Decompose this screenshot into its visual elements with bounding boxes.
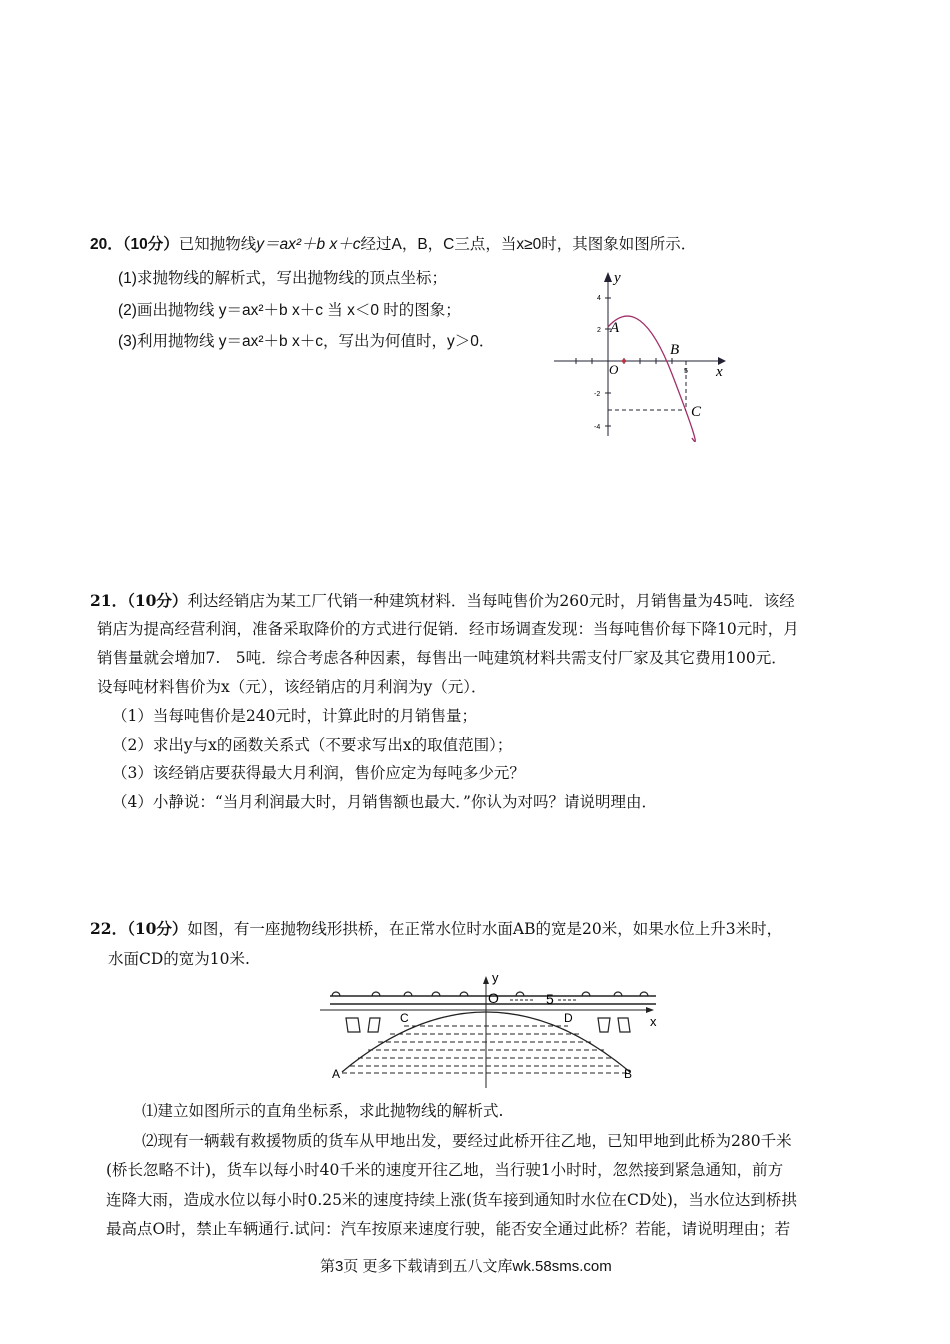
q21-line-1 [90, 590, 795, 612]
q21-part2: （2）求出y与x的函数关系式（不要求写出x的取值范围）； [112, 736, 513, 754]
q20-score: （10分） [122, 236, 179, 253]
q22-text-1: 如图，有一座抛物线形拱桥，在正常水位时水面AB的宽是20米，如果水位上升3米时， [187, 920, 783, 938]
bridge-y-label: y [492, 970, 499, 985]
bridge-y-arrow-icon [483, 976, 489, 984]
q20-parabola-graph [550, 266, 740, 442]
tick-4: 4 [597, 295, 601, 302]
bridge-number-5: 5 [546, 991, 554, 1007]
q20-part2: (2)画出抛物线 y＝ax²＋b x＋c 当 x＜0 时的图象； [118, 302, 461, 319]
point-a-label: A [332, 1067, 341, 1081]
page-footer: 第3页 更多下载请到五八文库wk.58sms.com [320, 1258, 612, 1275]
q20-part1: (1)求抛物线的解析式，写出抛物线的顶点坐标； [118, 270, 447, 287]
q21-line-3: 销售量就会增加7. 5吨．综合考虑各种因素，每售出一吨建筑材料共需支付厂家及其它费用100元． [97, 649, 787, 667]
q21-part1: （1）当每吨售价是240元时，计算此时的月销售量； [112, 707, 477, 725]
q22-bridge-diagram [320, 970, 665, 1090]
point-b-label: B [624, 1067, 633, 1081]
parabola-curve [608, 316, 695, 441]
q21-number: 21． [90, 591, 128, 610]
q21-text-1: 利达经销店为某工厂代销一种建筑材料．当每吨售价为260元时，月销售量为45吨．该经 [187, 592, 795, 610]
tick-2: 2 [597, 327, 601, 334]
q21-score: （10分） [127, 591, 188, 610]
q21-line-2: 销店为提高经营利润，准备采取降价的方式进行促销．经市场调查发现：当每吨售价每下降10元时，月 [97, 620, 799, 638]
q21-part3: （3）该经销店要获得最大月利润，售价应定为每吨多少元？ [112, 764, 525, 782]
q22-part2-line-1: ⑵现有一辆载有救援物质的货车从甲地出发，要经过此桥开往乙地，已知甲地到此桥为280千米 [142, 1132, 792, 1150]
tick-neg2: -2 [594, 391, 601, 398]
q22-line-2: 水面CD的宽为10米. [108, 950, 250, 968]
bridge-origin: O [488, 990, 499, 1006]
q20-stem-pre: 已知抛物线 [178, 236, 257, 253]
tick-5: 5 [684, 368, 688, 375]
q21-part4: （4）小静说：“当月利润最大时，月销售额也最大．”你认为对吗？请说明理由． [112, 793, 657, 811]
bridge-x-arrow-icon [646, 1007, 654, 1013]
y-axis-arrow-icon [604, 272, 612, 282]
vertex-marker [622, 359, 626, 363]
q20-number: 20． [90, 236, 123, 253]
tick-neg4: -4 [594, 424, 601, 431]
point-c-label: C [691, 404, 702, 420]
q22-line-1 [90, 918, 782, 940]
q22-part2-line-3: 连降大雨，造成水位以每小时0.25米的速度持续上涨(货车接到通知时水位在CD处)，当水位达到桥拱 [106, 1191, 797, 1209]
q22-part1: ⑴建立如图所示的直角坐标系，求此抛物线的解析式. [142, 1102, 504, 1120]
graph-x-label: x [716, 364, 723, 380]
graph-origin: O [609, 362, 619, 377]
point-c-label: C [400, 1011, 409, 1025]
point-b-label: B [670, 342, 680, 358]
point-d-label: D [564, 1011, 573, 1025]
q22-part2-line-2: (桥长忽略不计)，货车以每小时40千米的速度开往乙地，当行驶1小时时，忽然接到紧急通知，前方 [106, 1161, 784, 1179]
graph-y-label: y [614, 270, 621, 286]
q21-line-4: 设每吨材料售价为x（元），该经销店的月利润为y（元）． [97, 678, 487, 696]
q22-number: 22． [90, 919, 128, 938]
q20-stem-post: 经过A，B，C三点，当x≥0时，其图象如图所示． [360, 236, 697, 253]
q22-score: （10分） [127, 919, 188, 938]
q20-stem [90, 234, 696, 256]
bridge-x-label: x [650, 1014, 657, 1029]
q20-func: y＝ax²＋b x＋c [256, 236, 361, 253]
q20-part3: (3)利用抛物线 y＝ax²＋b x＋c，写出为何值时，y＞0． [118, 333, 495, 350]
point-a-label: A [610, 320, 620, 336]
q22-part2-line-4: 最高点O时，禁止车辆通行.试问：汽车按原来速度行驶，能否安全通过此桥？若能，请说明理由；若 [106, 1220, 791, 1238]
